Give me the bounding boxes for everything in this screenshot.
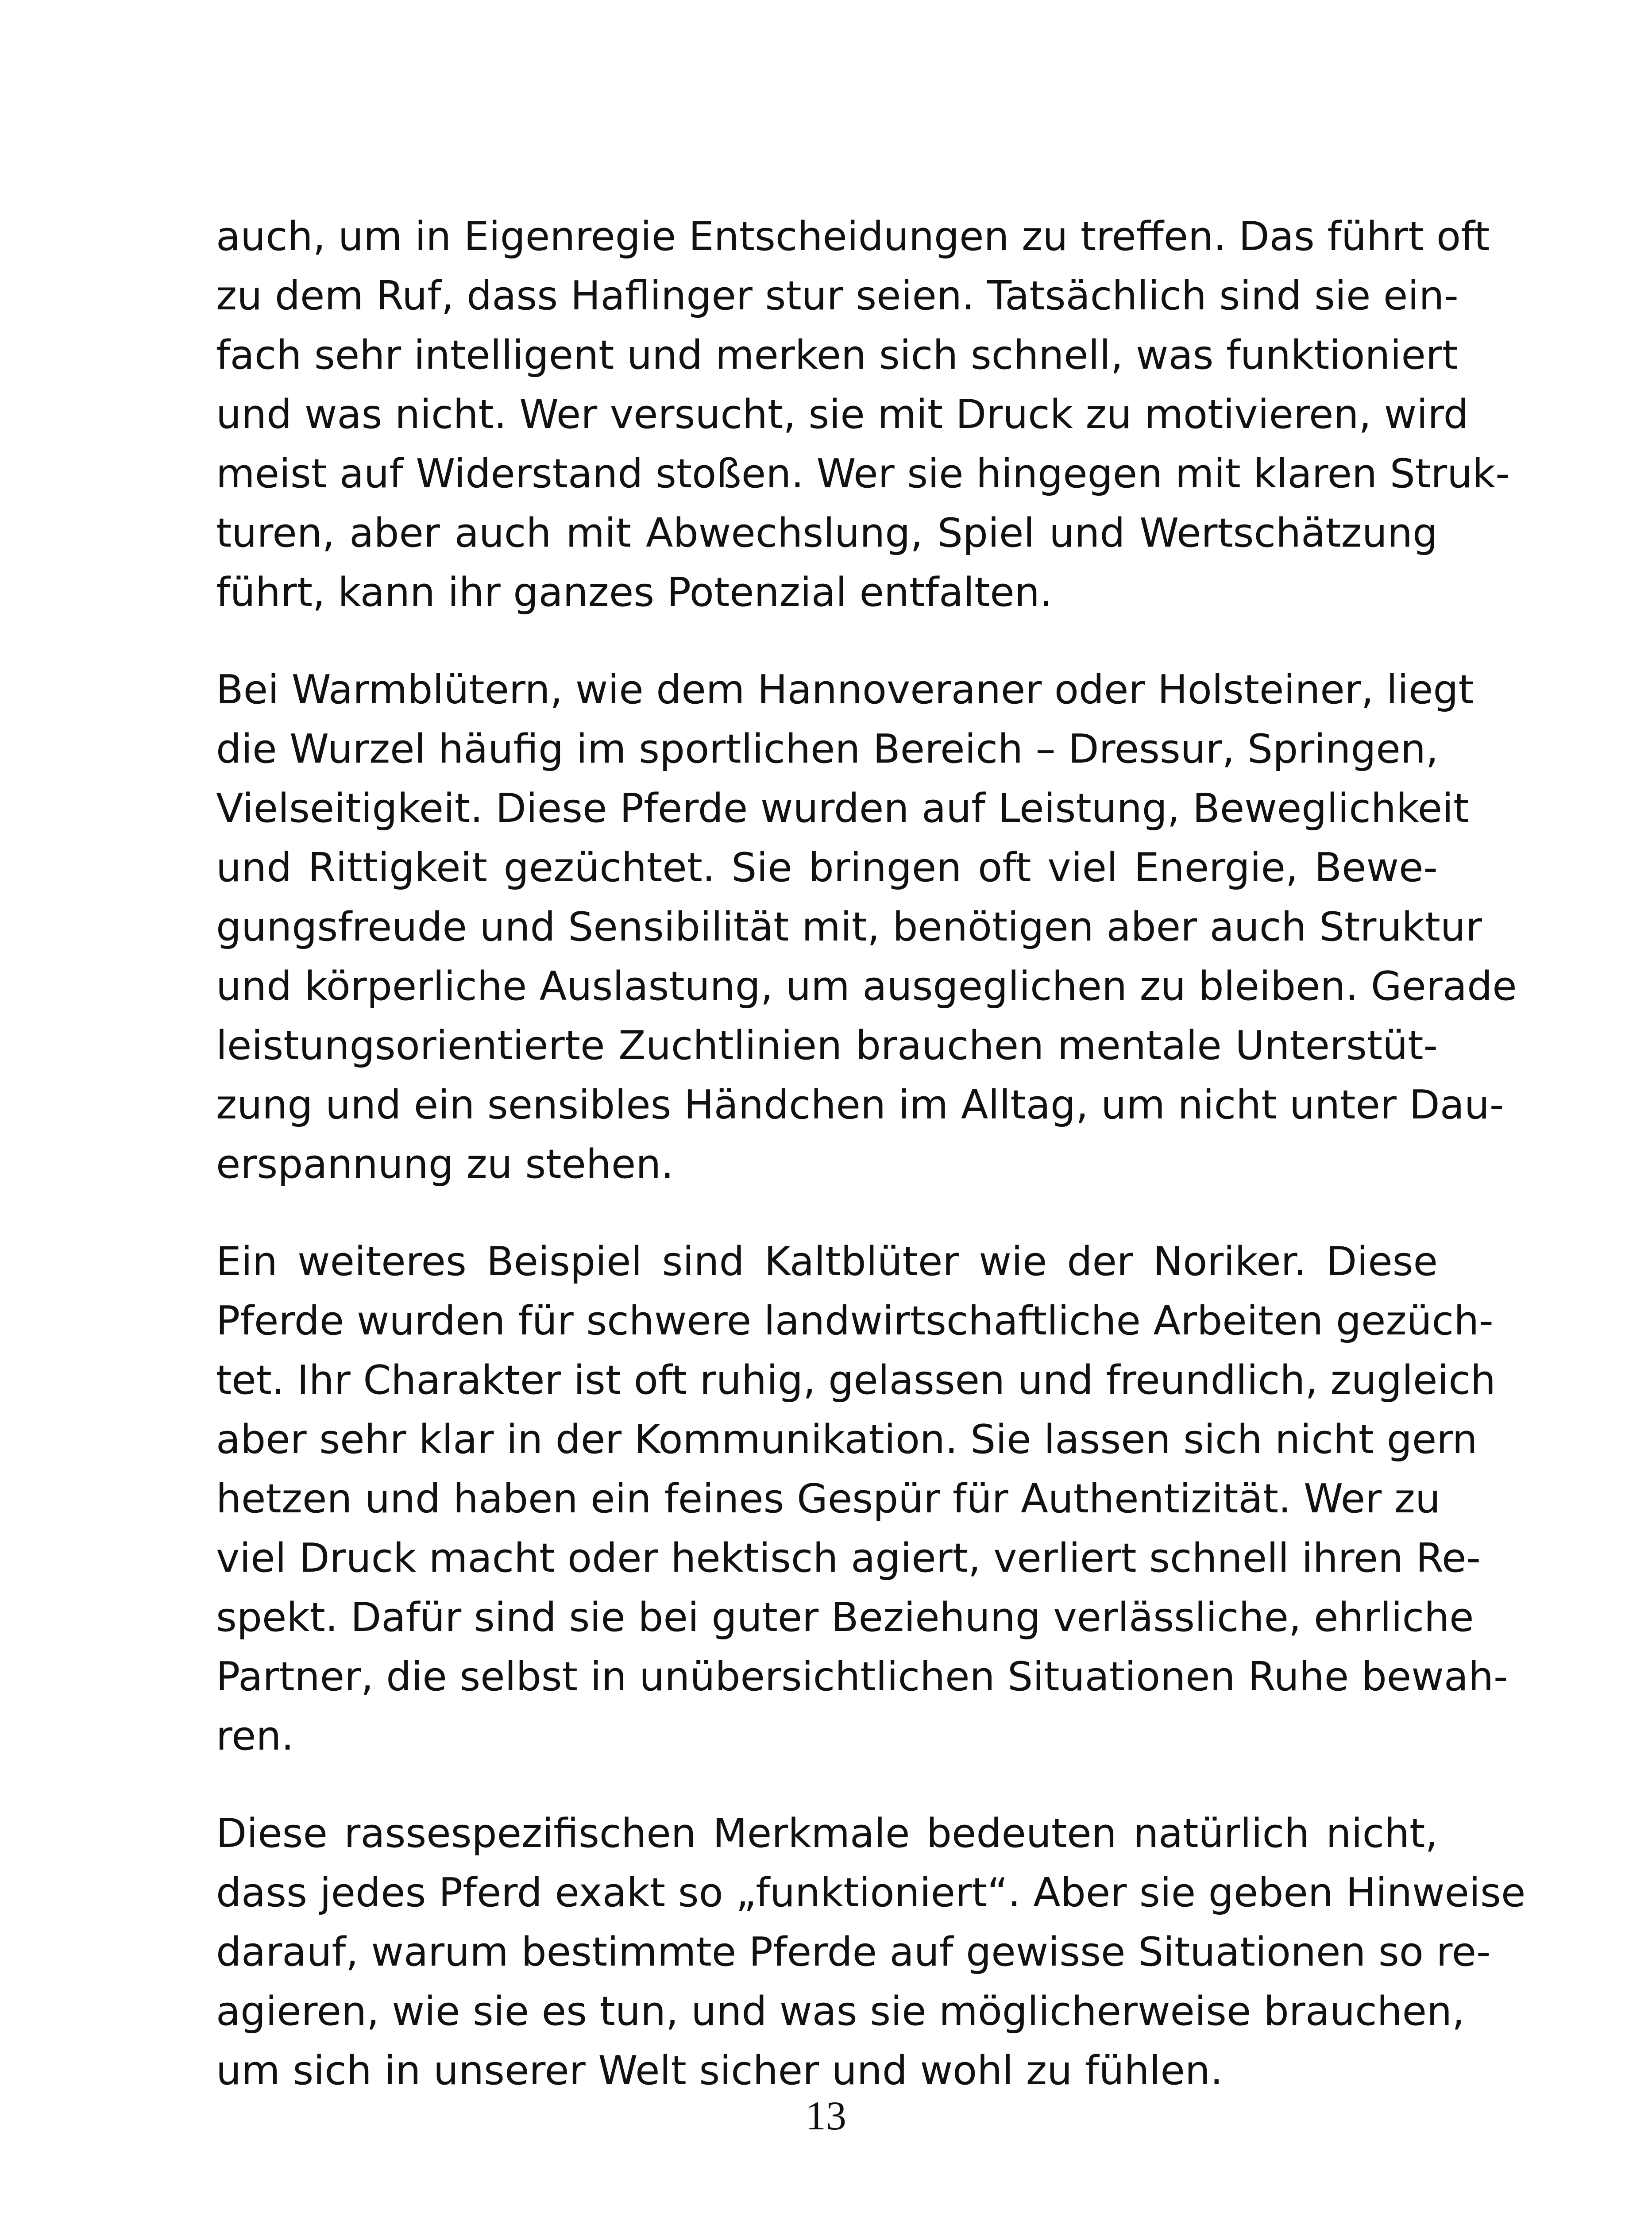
- text-line: dass jedes Pferd exakt so „funktioniert“. Aber sie geben Hinweise: [216, 1870, 1526, 1916]
- text-line: ren.: [216, 1713, 294, 1759]
- text-line: tet. Ihr Charakter ist oft ruhig, gelassen und freundlich, zugleich: [216, 1357, 1496, 1403]
- paragraph-1: [216, 207, 1510, 622]
- text-line: die Wurzel häufig im sportlichen Bereich – Dressur, Springen,: [216, 726, 1439, 772]
- page-number: 13: [806, 2093, 846, 2138]
- text-line: und Rittigkeit gezüchtet. Sie bringen oft viel Energie, Bewe-: [216, 844, 1438, 891]
- text-line: turen, aber auch mit Abwechslung, Spiel und Wertschätzung: [216, 510, 1438, 556]
- text-line: zu dem Ruf, dass Haflinger stur seien. Tatsächlich sind sie ein-: [216, 273, 1459, 319]
- text-line: spekt. Dafür sind sie bei guter Beziehung verlässliche, ehrliche: [216, 1594, 1474, 1641]
- paragraph-2: [216, 660, 1517, 1194]
- text-line: gungsfreude und Sensibilität mit, benötigen aber auch Struktur: [216, 904, 1482, 950]
- paragraph-4: [216, 1804, 1526, 2101]
- paragraph-3: [216, 1232, 1508, 1766]
- text-line: darauf, warum bestimmte Pferde auf gewisse Situationen so re-: [216, 1929, 1491, 1975]
- body-text: [216, 207, 1526, 2139]
- text-line: Bei Warmblütern, wie dem Hannoveraner oder Holsteiner, liegt: [216, 667, 1474, 713]
- text-line: agieren, wie sie es tun, und was sie möglicherweise brauchen,: [216, 1988, 1465, 2035]
- text-line: Pferde wurden für schwere landwirtschaftliche Arbeiten gezüch-: [216, 1298, 1494, 1344]
- text-line: zung und ein sensibles Händchen im Alltag, um nicht unter Dau-: [216, 1082, 1504, 1128]
- text-line: Partner, die selbst in unübersichtlichen Situationen Ruhe bewah-: [216, 1654, 1508, 1700]
- text-line: führt, kann ihr ganzes Potenzial entfalten.: [216, 569, 1053, 616]
- text-line: fach sehr intelligent und merken sich schnell, was funktioniert: [216, 332, 1458, 378]
- text-line: leistungsorientierte Zuchtlinien brauchen mentale Unterstüt-: [216, 1022, 1438, 1069]
- text-line: auch, um in Eigenregie Entscheidungen zu treffen. Das führt oft: [216, 213, 1490, 260]
- text-line: Diese rassespezifischen Merkmale bedeuten natürlich nicht,: [216, 1810, 1438, 1857]
- text-line: aber sehr klar in der Kommunikation. Sie lassen sich nicht gern: [216, 1416, 1478, 1463]
- text-line: um sich in unserer Welt sicher und wohl zu fühlen.: [216, 2047, 1223, 2094]
- text-line: Vielseitigkeit. Diese Pferde wurden auf Leistung, Beweglichkeit: [216, 785, 1469, 832]
- text-line: und was nicht. Wer versucht, sie mit Druck zu motivieren, wird: [216, 391, 1469, 438]
- text-line: viel Druck macht oder hektisch agiert, verliert schnell ihren Re-: [216, 1535, 1481, 1581]
- text-line: hetzen und haben ein feines Gespür für Authentizität. Wer zu: [216, 1476, 1441, 1522]
- text-line: und körperliche Auslastung, um ausgeglichen zu bleiben. Gerade: [216, 963, 1517, 1010]
- text-line: erspannung zu stehen.: [216, 1141, 674, 1187]
- text-line: Ein weiteres Beispiel sind Kaltblüter wie der Noriker. Diese: [216, 1238, 1438, 1285]
- text-line: meist auf Widerstand stoßen. Wer sie hingegen mit klaren Struk-: [216, 451, 1510, 497]
